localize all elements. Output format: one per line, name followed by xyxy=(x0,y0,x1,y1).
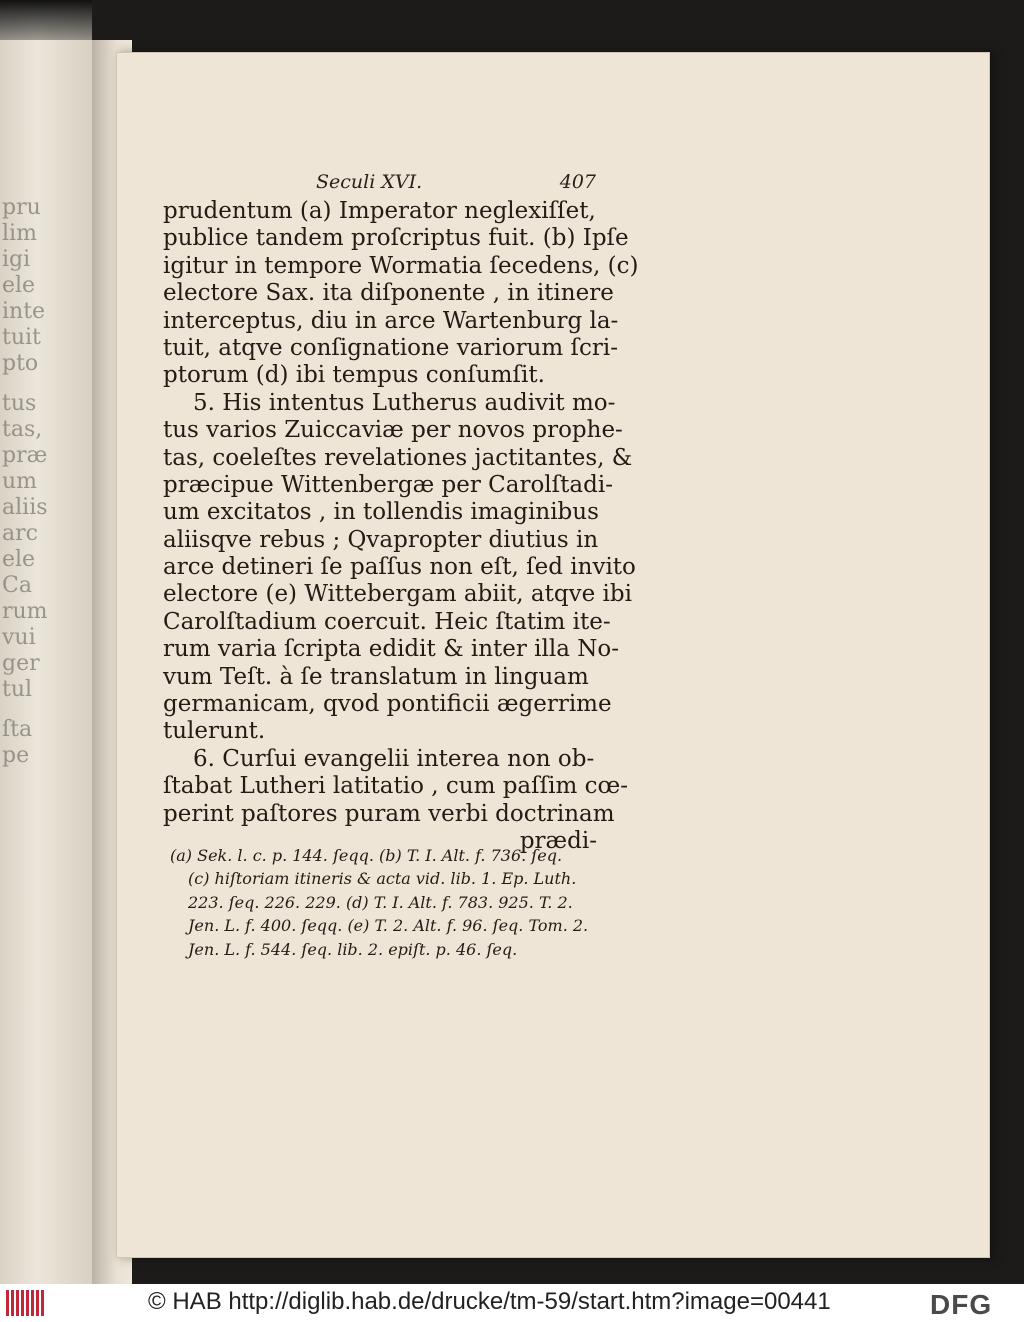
previous-page-fragment: Ca xyxy=(2,573,32,598)
body-line: 5. His intentus Lutherus audivit mo- xyxy=(193,389,616,416)
footnote-line: (a) Sek. l. c. p. 144. ſeqq. (b) T. I. Alt. f. 736. ſeq. xyxy=(170,846,563,865)
previous-page-fragment: præ xyxy=(2,443,48,468)
body-line: tas, coeleſtes revelationes jactitantes, & xyxy=(163,444,633,471)
body-text xyxy=(163,198,639,855)
previous-page-fragment: vui xyxy=(2,625,36,650)
body-line: electore (e) Wittebergam abiit, atqve ibi xyxy=(163,581,632,608)
previous-page-fragment: tul xyxy=(2,677,33,702)
previous-page-fragment: arc xyxy=(2,521,38,546)
body-line: præcipue Wittenbergæ per Carolſtadi- xyxy=(163,471,613,498)
spacer xyxy=(2,703,92,717)
body-line: electore Sax. ita diſponente , in itinere xyxy=(163,280,614,307)
body-line: perint paſtores puram verbi doctrinam xyxy=(163,800,615,827)
spacer xyxy=(2,377,92,391)
footer-bar xyxy=(0,1284,1024,1322)
body-line: tulerunt. xyxy=(163,718,266,745)
previous-page-fragment: pe xyxy=(2,743,30,768)
previous-page-fragment: pto xyxy=(2,351,39,376)
running-head-title: Seculi XVI. xyxy=(316,171,423,193)
previous-page-text xyxy=(0,195,92,769)
body-line: rum varia ſcripta edidit & inter illa No- xyxy=(163,636,620,663)
previous-page-fragment: ſta xyxy=(2,717,33,742)
body-line: um excitatos , in tollendis imaginibus xyxy=(163,499,599,526)
dfg-logo: DFG xyxy=(930,1289,993,1320)
previous-page-fragment: aliis xyxy=(2,495,48,520)
body-line: ptorum (d) ibi tempus conſumſit. xyxy=(163,362,545,389)
previous-page-fragment: ele xyxy=(2,547,36,572)
body-line: germanicam, qvod pontificii ægerrime xyxy=(163,691,612,718)
previous-page-fragment: ger xyxy=(2,651,40,676)
previous-page-fragment: pru xyxy=(2,195,41,220)
previous-page-edge xyxy=(0,0,92,1284)
previous-page-fragment: lim xyxy=(2,221,37,246)
footnotes xyxy=(170,844,610,961)
catchword: prædi- xyxy=(519,827,597,854)
body-line: prudentum (a) Imperator neglexiſſet, xyxy=(163,198,596,224)
body-line: publice tandem proſcriptus fuit. (b) Ipſe xyxy=(163,225,629,252)
body-line: arce detineri ſe paſſus non eſt, ſed invito xyxy=(163,554,636,581)
previous-page-fragment: tus xyxy=(2,391,37,416)
page-number: 407 xyxy=(559,171,596,193)
body-line: Carolſtadium coercuit. Heic ſtatim ite- xyxy=(163,608,611,635)
running-head xyxy=(316,171,596,197)
previous-page-fragment: tuit xyxy=(2,325,41,350)
body-line: igitur in tempore Wormatia ſecedens, (c) xyxy=(163,252,639,279)
hab-logo-icon xyxy=(6,1290,46,1316)
footnote-line: Jen. L. f. 400. ſeqq. (e) T. 2. Alt. f. 96. ſeq. Tom. 2. xyxy=(188,916,589,936)
body-line: tuit, atqve conſignatione variorum ſcri- xyxy=(163,334,619,361)
body-line: aliisqve rebus ; Qvapropter diutius in xyxy=(163,526,599,553)
previous-page-fragment: tas, xyxy=(2,417,43,442)
previous-page-fragment: inte xyxy=(2,299,46,324)
footer-url[interactable]: © HAB http://diglib.hab.de/drucke/tm-59/start.htm?image=00441 xyxy=(148,1288,831,1315)
previous-page-fragment: um xyxy=(2,469,38,494)
footnote-line: (c) hiſtoriam itineris & acta vid. lib. 1. Ep. Luth. xyxy=(188,869,577,889)
body-line: 6. Curſui evangelii interea non ob- xyxy=(193,745,595,772)
top-shadow xyxy=(0,0,92,40)
footnote-line: Jen. L. f. 544. ſeq. lib. 2. epiſt. p. 46. ſeq. xyxy=(188,939,518,959)
body-line: vum Teſt. à ſe translatum in linguam xyxy=(163,663,589,690)
previous-page-fragment: rum xyxy=(2,599,48,624)
previous-page-fragment: igi xyxy=(2,247,31,272)
footnote-line: 223. ſeq. 226. 229. (d) T. I. Alt. f. 783. 925. T. 2. xyxy=(188,892,573,912)
body-line: interceptus, diu in arce Wartenburg la- xyxy=(163,307,619,334)
body-line: ſtabat Lutheri latitatio , cum paſſim cœ- xyxy=(163,773,629,800)
body-line: tus varios Zuiccaviæ per novos prophe- xyxy=(163,417,623,444)
previous-page-fragment: ele xyxy=(2,273,36,298)
